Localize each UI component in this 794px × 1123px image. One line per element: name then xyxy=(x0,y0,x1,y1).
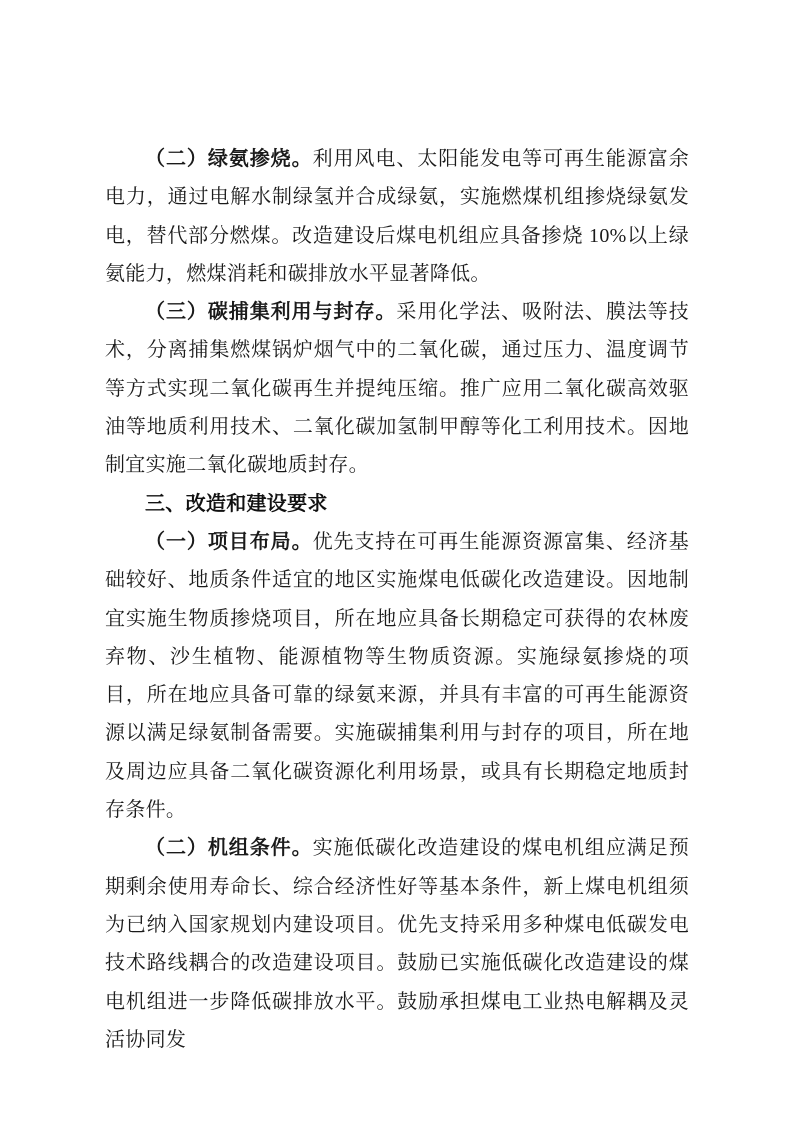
paragraph-body-text: 利用风电、太阳能发电等可再生能源富余电力，通过电解水制绿氢并合成绿氨，实施燃煤机组掺烧绿氨发电，替代部分燃煤。改造建设后煤电机组应具备掺烧 10%以上绿氨能力，燃煤消耗和碳排放水平显著降低。 xyxy=(105,148,690,285)
paragraph-body-text: 优先支持在可再生能源资源富集、经济基础较好、地质条件适宜的地区实施煤电低碳化改造建设。因地制宜实施生物质掺烧项目，所在地应具备长期稳定可获得的农林废弃物、沙生植物、能源植物等生物质资源。实施绿氨掺烧的项目，所在地应具备可靠的绿氨来源，并具有丰富的可再生能源资源以满足绿氨制备需要。实施碳捕集利用与封存的项目，所在地及周边应具备二氧化碳资源化利用场景，或具有长期稳定地质封存条件。 xyxy=(105,530,690,822)
paragraph-body-text: 采用化学法、吸附法、膜法等技术，分离捕集燃煤锅炉烟气中的二氧化碳，通过压力、温度调节等方式实现二氧化碳再生并提纯压缩。推广应用二氧化碳高效驱油等地质利用技术、二氧化碳加氢制甲醇等化工利用技术。因地制宜实施二氧化碳地质封存。 xyxy=(105,301,689,477)
paragraph-lead-label: （二）机组条件。 xyxy=(145,837,313,860)
paragraph-green-ammonia-cofiring xyxy=(105,140,689,293)
paragraph-unit-conditions xyxy=(105,829,689,1059)
paragraph-carbon-capture-storage xyxy=(105,293,689,484)
paragraph-lead-label: （二）绿氨掺烧。 xyxy=(145,148,313,170)
paragraph-project-layout xyxy=(105,523,689,829)
section-heading-retrofit-requirements: 三、改造和建设要求 xyxy=(145,492,328,515)
paragraph-lead-label: （一）项目布局。 xyxy=(145,530,313,553)
paragraph-body-text: 实施低碳化改造建设的煤电机组应满足预期剩余使用寿命长、综合经济性好等基本条件，新上煤电机组须为已纳入国家规划内建设项目。优先支持采用多种煤电低碳发电技术路线耦合的改造建设项目。鼓励已实施低碳化改造建设的煤电机组进一步降低碳排放水平。鼓励承担煤电工业热电解耦及灵活协同发 xyxy=(105,837,690,1051)
paragraph-lead-label: （三）碳捕集利用与封存。 xyxy=(145,301,397,324)
document-body xyxy=(105,140,689,1059)
